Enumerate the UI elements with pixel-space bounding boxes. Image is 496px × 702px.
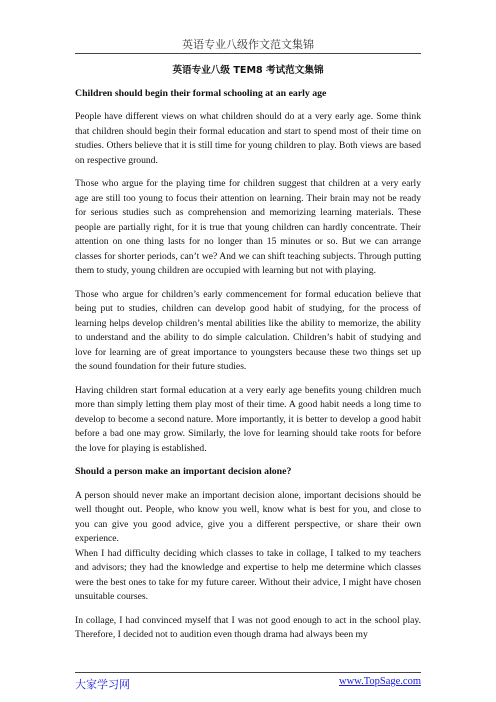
document-body [75, 64, 421, 652]
section-heading: Children should begin their formal schooling at an early age [75, 87, 327, 99]
header-divider [75, 53, 421, 54]
paragraph: Having children start formal education at a very early age benefits young children much more than simply letting them play most of their time. A good habit needs a long time to develop to become a second nature. More importantly, it is better to develop a good habit before a bad one may grow. Similarly, the love for learning should take roots for before the love for playing is established. [75, 384, 421, 454]
paragraph: In collage, I had convinced myself that I was not good enough to act in the school play. Therefore, I decided not to audition even though drama had always been my [75, 614, 421, 640]
paragraph: A person should never make an important decision alone, important decisions should be well thought out. People, who know you well, know what is best for you, and close to you can give you good advice, give you a different perspective, or share their own experience. [75, 489, 421, 544]
document-title: 英语专业八级 TEM8 考试范文集锦 [172, 65, 324, 76]
footer-divider [75, 672, 421, 673]
paragraph: Those who argue for the playing time for children suggest that children at a very early age are still too young to focus their attention on learning. Their brain may not be ready for serious studies such as comprehension and memorizing learning materials. These people are partially right, for it is true that young children can hardly concentrate. Their attention on one thing lasts for no longer than 15 minutes or so. But we can arrange classes for shorter periods, can’t we? And we can shift teaching subjects. Through putting them to study, young children are occupied with learning but not with playing. [75, 178, 421, 276]
paragraph: Those who argue for children’s early commencement for formal education believe that being put to studies, children can develop good habit of studying, for the process of learning helps develop children’s mental abilities like the ability to memorize, the ability to understand and the ability to do simple calculation. Children’s habit of studying and love for learning are of great importance to youngsters because these two things set up the sound foundation for their future studies. [75, 288, 421, 372]
paragraph: When I had difficulty deciding which classes to take in collage, I talked to my teachers and advisors; they had the knowledge and expertise to help me determine which classes were the best ones to take for my future career. Without their advice, I might have chosen unsuitable courses. [75, 547, 421, 602]
footer-site-link[interactable]: www.TopSage.com [339, 676, 421, 687]
paragraph: People have different views on what children should do at a very early age. Some think that children should begin their formal education and start to spend most of their time on studies. Others believe that it is still time for young children to play. Both views are based on respective ground. [75, 111, 421, 166]
section-heading: Should a person make an important decision alone? [75, 466, 292, 477]
footer-site-name[interactable]: 大家学习网 [75, 678, 130, 691]
page-header: 英语专业八级作文范文集锦 [182, 38, 314, 51]
